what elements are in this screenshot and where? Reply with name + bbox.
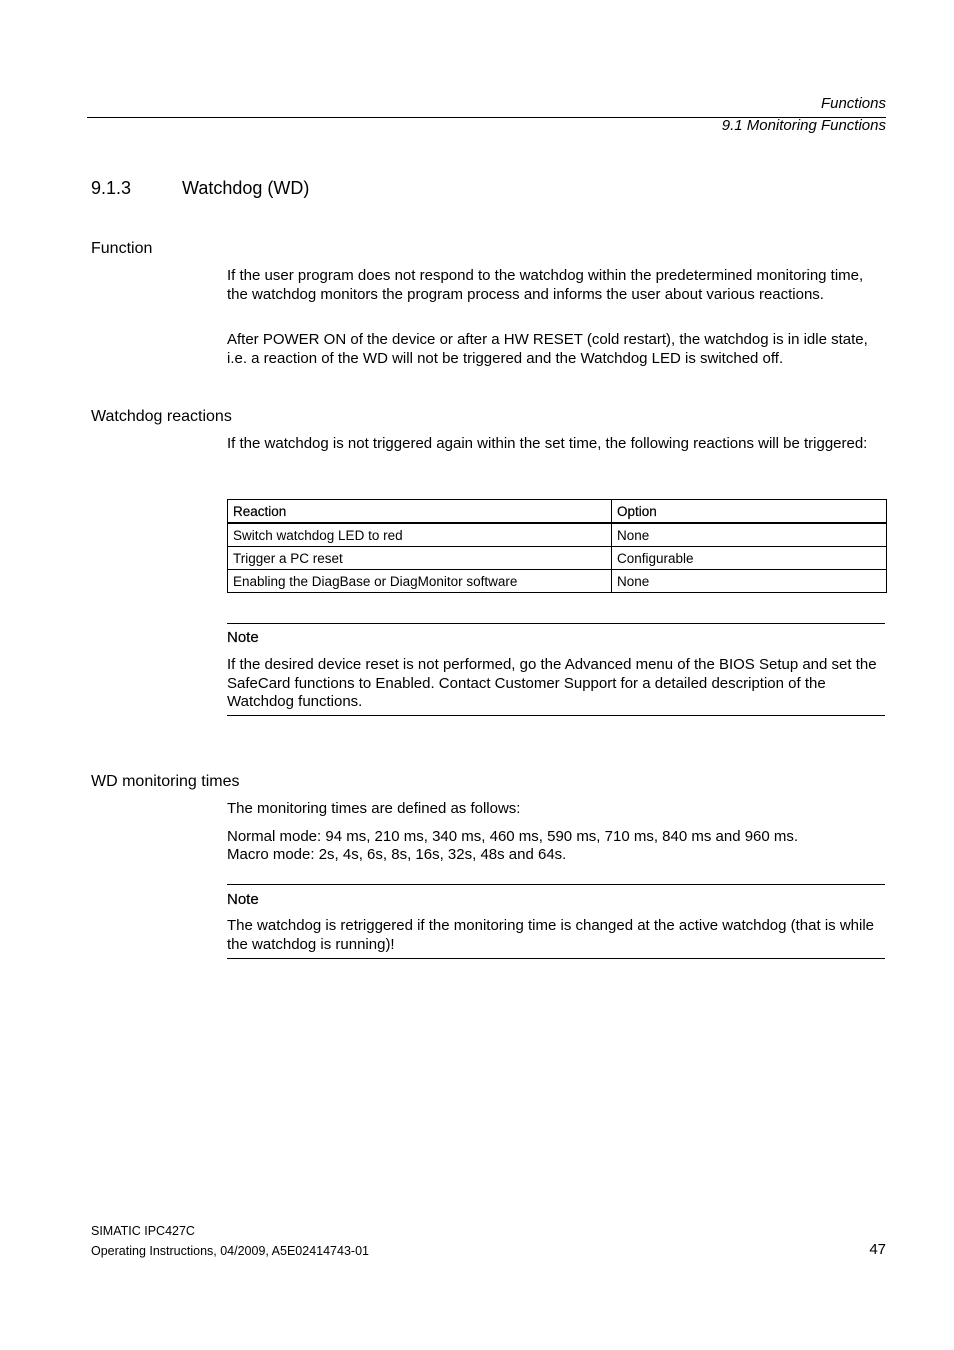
function-paragraph-2: After POWER ON of the device or after a HW RESET (cold restart), the watchdog is in idle state, i.e. a reaction of the WD will not be triggered and the Watchdog LED is switched off. xyxy=(227,331,868,367)
table-header-row xyxy=(228,500,887,524)
monitoring-heading: WD monitoring times xyxy=(91,773,240,790)
reactions-heading: Watchdog reactions xyxy=(91,408,232,425)
table-cell: Enabling the DiagBase or DiagMonitor software xyxy=(228,570,612,593)
table-cell: Switch watchdog LED to red xyxy=(228,523,612,547)
note-top-rule xyxy=(227,623,885,624)
note-label: Note xyxy=(227,629,259,646)
note-top-rule xyxy=(227,884,885,885)
footer-document-info: Operating Instructions, 04/2009, A5E02414743-01 xyxy=(91,1244,369,1258)
table-cell: None xyxy=(612,570,887,593)
monitoring-macro-mode: Macro mode: 2s, 4s, 6s, 8s, 16s, 32s, 48s and 64s. xyxy=(227,846,567,863)
table-cell: Configurable xyxy=(612,547,887,570)
footer-product: SIMATIC IPC427C xyxy=(91,1224,195,1238)
function-paragraph-1: If the user program does not respond to the watchdog within the predetermined monitoring time, the watchdog monitors the program process and informs the user about various reactions. xyxy=(227,267,864,303)
table-row xyxy=(228,570,887,593)
function-heading: Function xyxy=(91,240,153,257)
header-chapter: Functions xyxy=(820,95,886,112)
note-bottom-rule xyxy=(227,958,885,959)
table-cell: Trigger a PC reset xyxy=(228,547,612,570)
column-header-option: Option xyxy=(612,500,887,524)
note-text: If the desired device reset is not performed, go the Advanced menu of the BIOS Setup and set the SafeCard functions to Enabled. Contact Customer Support for a detailed description of the Watchdog functions. xyxy=(227,656,877,710)
table-cell: None xyxy=(612,523,887,547)
table-row xyxy=(228,523,887,547)
note-bottom-rule xyxy=(227,715,885,716)
section-title: Watchdog (WD) xyxy=(182,178,310,198)
section-number: 9.1.3 xyxy=(91,178,132,198)
monitoring-intro: The monitoring times are defined as follows: xyxy=(227,800,521,817)
monitoring-normal-mode: Normal mode: 94 ms, 210 ms, 340 ms, 460 ms, 590 ms, 710 ms, 840 ms and 960 ms. xyxy=(227,828,799,845)
reactions-table xyxy=(227,499,887,593)
column-header-reaction: Reaction xyxy=(228,500,612,524)
header-rule xyxy=(87,117,886,118)
note-text: The watchdog is retriggered if the monitoring time is changed at the active watchdog (that is while the watchdog is running)! xyxy=(227,917,875,953)
table-row xyxy=(228,547,887,570)
reactions-intro: If the watchdog is not triggered again within the set time, the following reactions will be triggered: xyxy=(227,435,868,452)
header-section: 9.1 Monitoring Functions xyxy=(721,117,886,134)
note-label: Note xyxy=(227,891,259,908)
page-number: 47 xyxy=(869,1241,886,1258)
